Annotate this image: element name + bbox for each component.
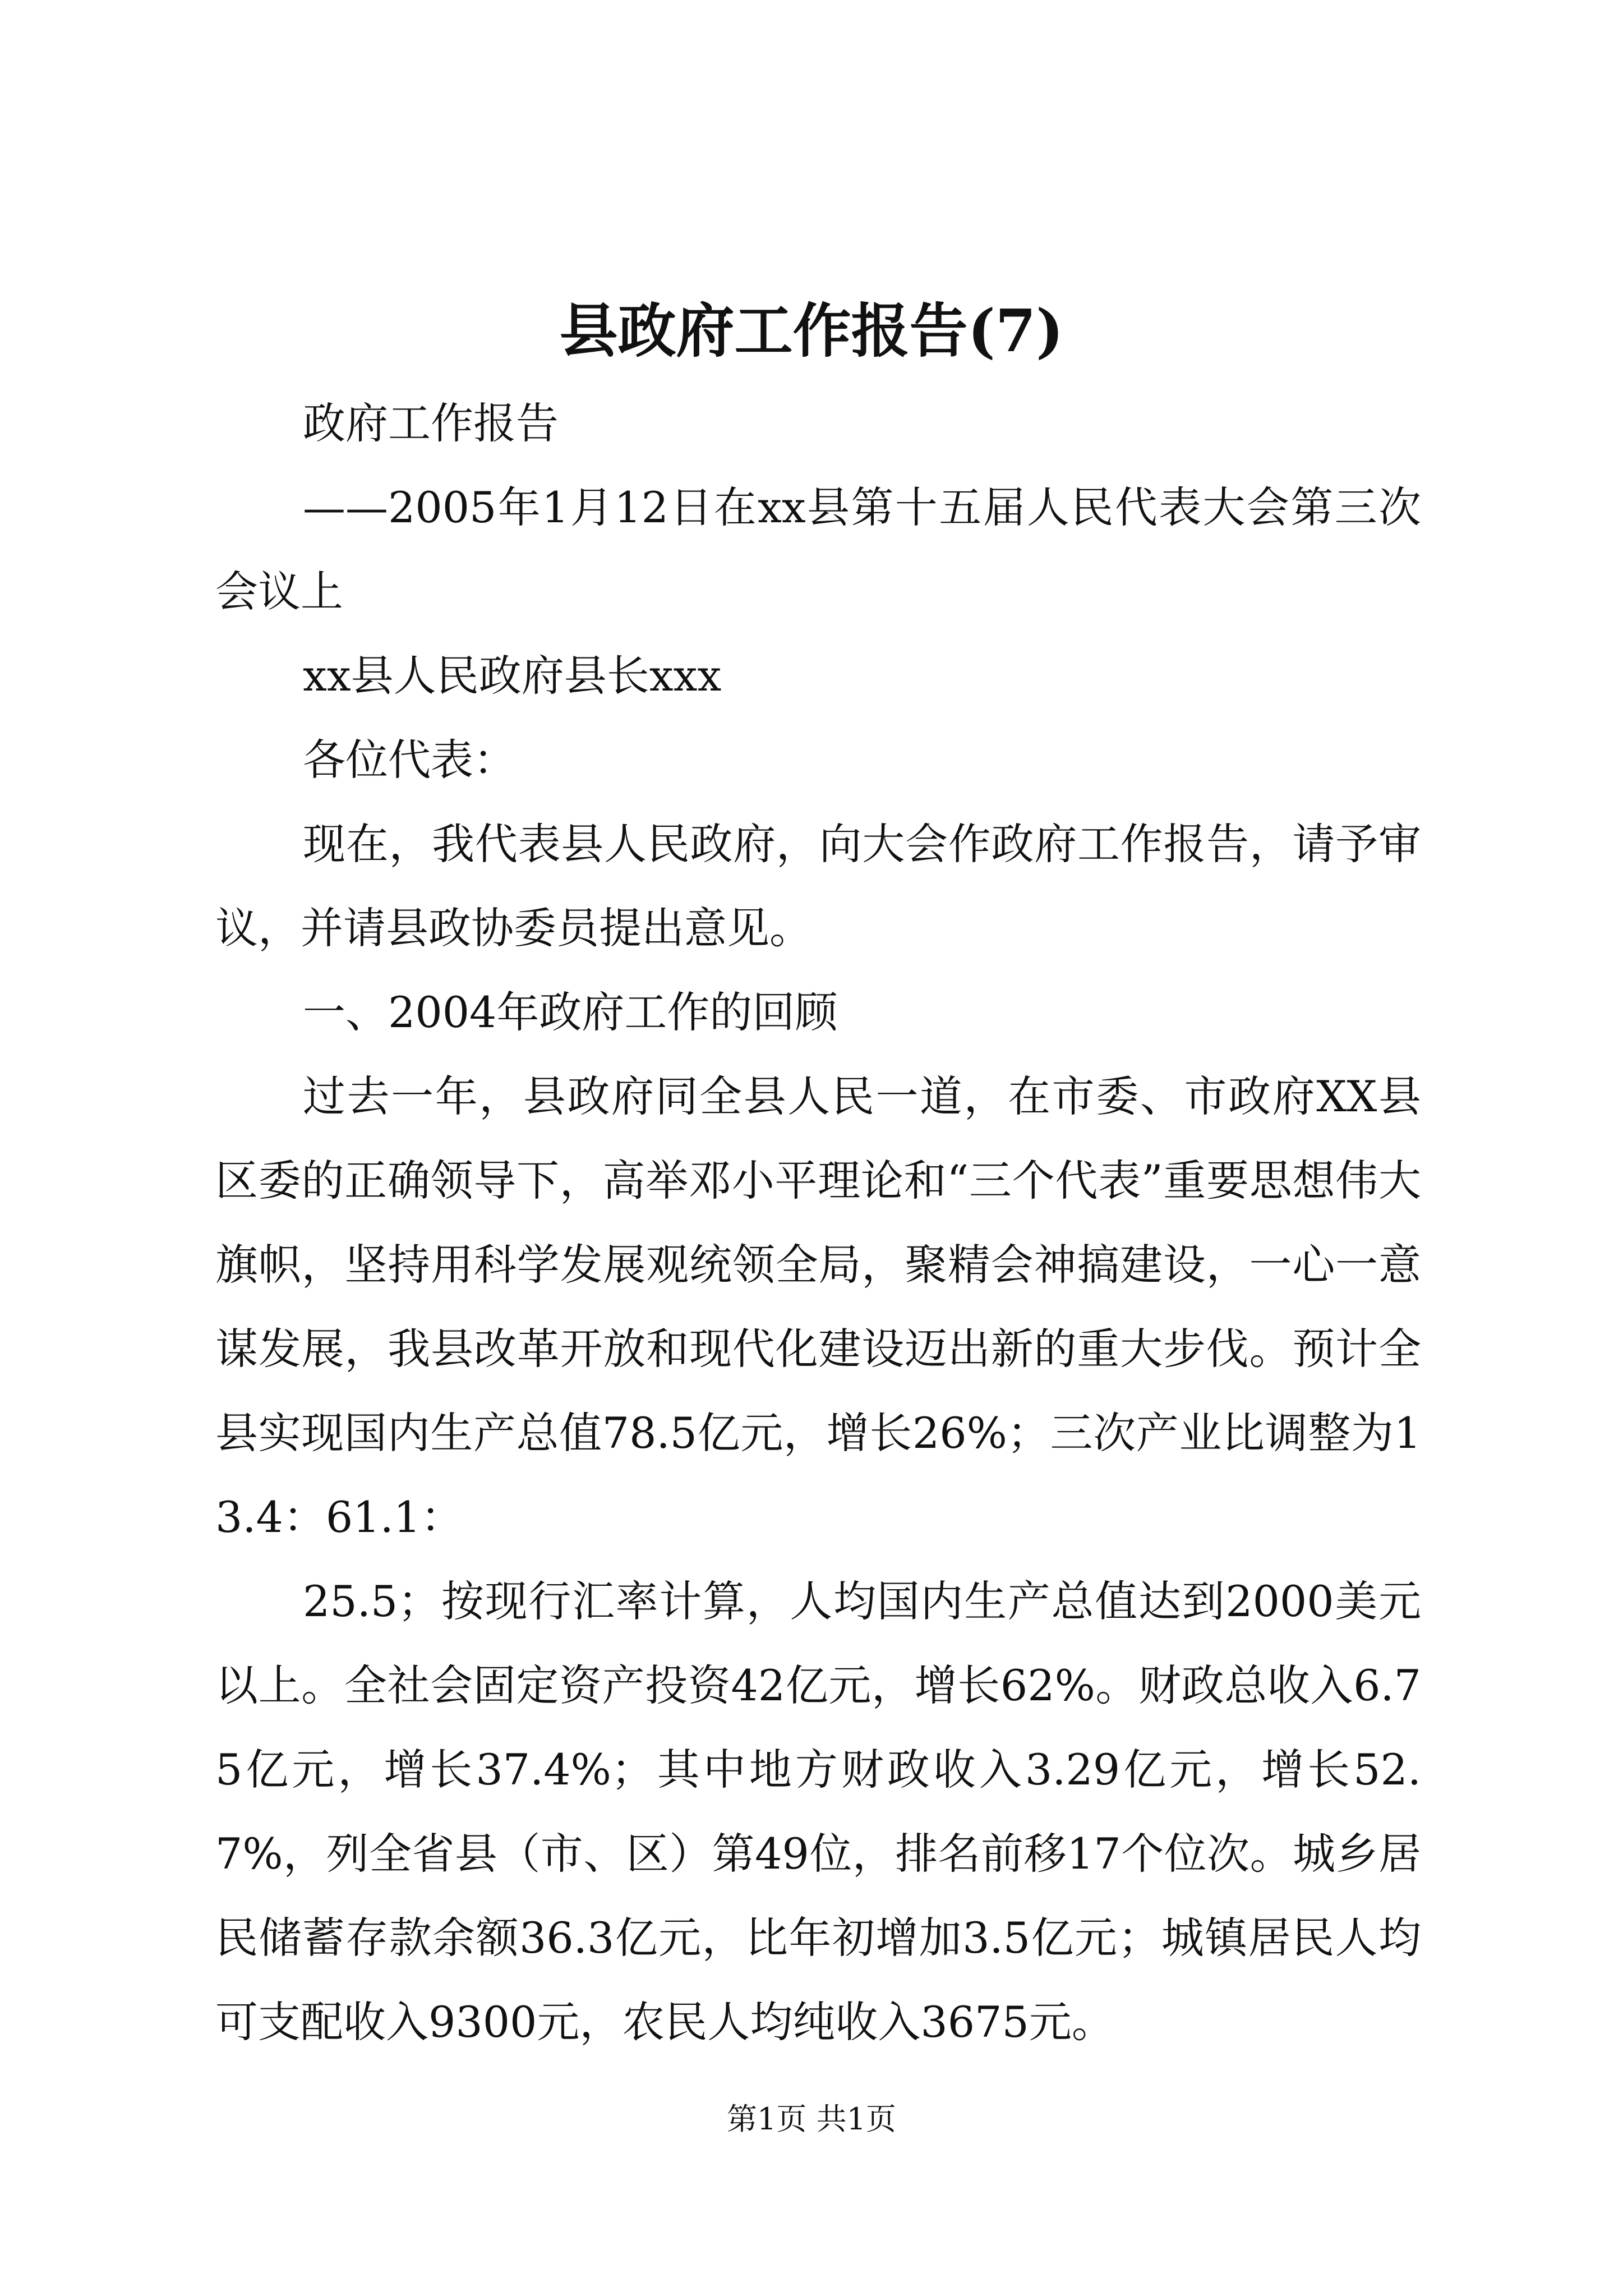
document-body xyxy=(215,381,1421,2064)
report-speaker: xx县人民政府县长xxx xyxy=(303,651,722,701)
report-heading: 政府工作报告 xyxy=(303,398,559,448)
salutation: 各位代表： xyxy=(303,735,516,785)
document-title: 县政府工作报告(7) xyxy=(559,296,1064,365)
body-paragraph: 过去一年，县政府同全县人民一道，在市委、市政府XX县区委的正确领导下，高举邓小平理论和“三个代表”重要思想伟大旗帜，坚持用科学发展观统领全局，聚精会神搞建设，一心一意谋发展，我县改革开放和现代化建设迈出新的重大步伐。预计全县实现国内生产总值78.5亿元，增长26%；三次产业比调整为13.4：61.1： xyxy=(215,1071,1421,1542)
body-paragraph: 25.5；按现行汇率计算，人均国内生产总值达到2000美元以上。全社会固定资产投资42亿元，增长62%。财政总收入6.75亿元，增长37.4%；其中地方财政收入3.29亿元，增长52.7%，列全省县（市、区）第49位，排名前移17个位次。城乡居民储蓄存款余额36.3亿元，比年初增加3.5亿元；城镇居民人均可支配收入9300元，农民人均纯收入3675元。 xyxy=(215,1576,1421,2047)
page-footer: 第1页 共1页 xyxy=(727,2101,896,2137)
section-heading: 一、2004年政府工作的回顾 xyxy=(303,987,838,1037)
report-occasion: ——2005年1月12日在xx县第十五届人民代表大会第三次会议上 xyxy=(215,482,1421,616)
opening-paragraph: 现在，我代表县人民政府，向大会作政府工作报告，请予审议，并请县政协委员提出意见。 xyxy=(215,819,1421,953)
